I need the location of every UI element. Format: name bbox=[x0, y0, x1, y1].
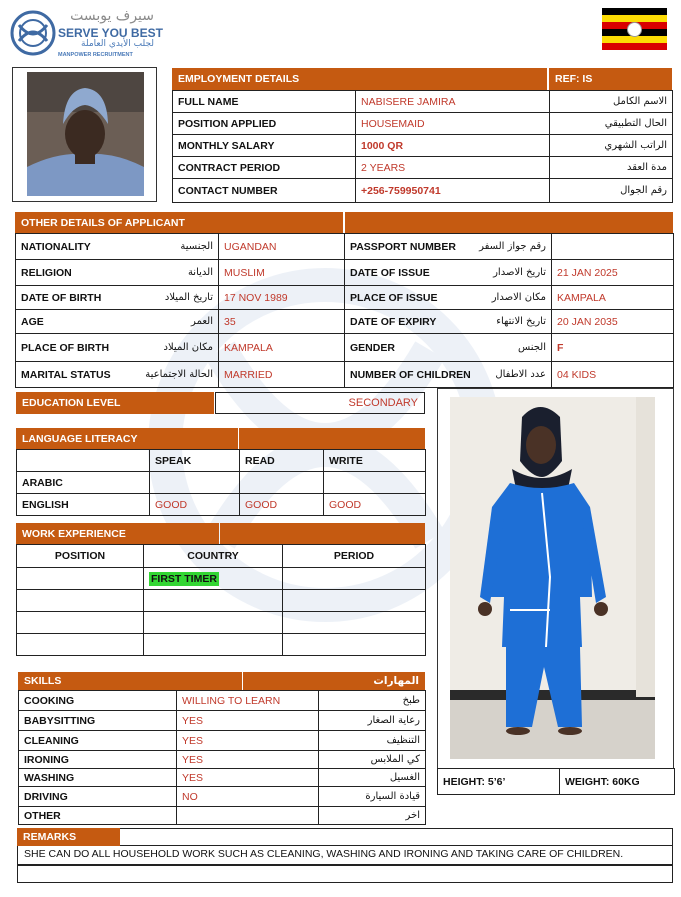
driving-ar: قيادة السيارة bbox=[319, 787, 426, 807]
babysitting-label: BABYSITTING bbox=[19, 711, 177, 731]
gender-label: GENDER bbox=[345, 334, 454, 362]
table-row bbox=[19, 769, 426, 787]
english-speak: GOOD bbox=[150, 494, 240, 516]
table-row bbox=[16, 334, 674, 362]
language-header bbox=[16, 428, 238, 449]
country-col-header: COUNTRY bbox=[144, 545, 283, 568]
uganda-flag bbox=[602, 8, 667, 50]
logo-emblem-icon bbox=[10, 10, 56, 56]
work-title: WORK EXPERIENCE bbox=[22, 527, 126, 540]
cooking-ar: طبخ bbox=[319, 691, 426, 711]
work-period bbox=[283, 612, 426, 634]
remarks-text: SHE CAN DO ALL HOUSEHOLD WORK SUCH AS CLEANING, WASHING AND IRONING AND TAKING CARE OF CHILDREN. bbox=[17, 846, 673, 865]
speak-header: SPEAK bbox=[150, 450, 240, 472]
logo-sub: MANPOWER RECRUITMENT bbox=[58, 52, 133, 58]
arabic-speak bbox=[150, 472, 240, 494]
language-table bbox=[16, 449, 426, 516]
write-header: WRITE bbox=[324, 450, 426, 472]
contract-value: 2 YEARS bbox=[356, 157, 550, 179]
work-position bbox=[17, 590, 144, 612]
religion-label: RELIGION bbox=[16, 260, 116, 286]
children-value: 04 KIDS bbox=[552, 362, 674, 388]
employment-header bbox=[172, 68, 547, 90]
nationality-label: NATIONALITY bbox=[16, 234, 116, 260]
marital-label: MARITAL STATUS bbox=[16, 362, 116, 388]
dob-ar: تاريخ الميلاد bbox=[116, 286, 219, 310]
applicant-full-body-photo bbox=[450, 397, 655, 759]
work-header bbox=[16, 523, 219, 544]
washing-label: WASHING bbox=[19, 769, 177, 787]
contact-ar: رقم الجوال bbox=[550, 179, 673, 203]
language-header-blank bbox=[17, 450, 150, 472]
table-row bbox=[17, 634, 426, 656]
company-logo bbox=[10, 8, 170, 60]
full-name-value: NABISERE JAMIRA bbox=[356, 91, 550, 113]
washing-ar: الغسيل bbox=[319, 769, 426, 787]
position-ar: الحال التطبيقي bbox=[550, 113, 673, 135]
employment-table bbox=[172, 90, 673, 203]
table-row bbox=[16, 234, 674, 260]
issue-date-value: 21 JAN 2025 bbox=[552, 260, 674, 286]
age-ar: العمر bbox=[116, 310, 219, 334]
arabic-write bbox=[324, 472, 426, 494]
ref-header bbox=[549, 68, 672, 90]
ironing-label: IRONING bbox=[19, 751, 177, 769]
ironing-value: YES bbox=[177, 751, 319, 769]
work-table bbox=[16, 544, 426, 656]
table-row bbox=[19, 807, 426, 825]
place-of-issue-ar: مكان الاصدار bbox=[454, 286, 552, 310]
other-skill-ar: اخر bbox=[319, 807, 426, 825]
education-value: SECONDARY bbox=[215, 392, 425, 414]
contact-label: CONTACT NUMBER bbox=[173, 179, 356, 203]
work-country bbox=[144, 568, 283, 590]
skills-title: SKILLS bbox=[24, 675, 62, 687]
period-col-header: PERIOD bbox=[283, 545, 426, 568]
applicant-portrait-photo bbox=[27, 72, 144, 196]
table-row bbox=[17, 450, 426, 472]
contract-ar: مدة العقد bbox=[550, 157, 673, 179]
table-row bbox=[16, 310, 674, 334]
table-row bbox=[19, 787, 426, 807]
language-header-right bbox=[239, 428, 425, 449]
babysitting-value: YES bbox=[177, 711, 319, 731]
cleaning-value: YES bbox=[177, 731, 319, 751]
age-label: AGE bbox=[16, 310, 116, 334]
expiry-value: 20 JAN 2035 bbox=[552, 310, 674, 334]
table-row bbox=[17, 612, 426, 634]
place-of-birth-ar: مكان الميلاد bbox=[116, 334, 219, 362]
flag-stripe bbox=[602, 8, 667, 15]
flag-crane-icon bbox=[627, 22, 642, 37]
skills-header-ar bbox=[243, 672, 425, 690]
measurements-table bbox=[437, 768, 675, 795]
work-period bbox=[283, 634, 426, 656]
logo-arabic-sub: لجلب الأيدي العاملة bbox=[81, 39, 154, 49]
driving-label: DRIVING bbox=[19, 787, 177, 807]
table-row bbox=[17, 590, 426, 612]
driving-value: NO bbox=[177, 787, 319, 807]
weight-value: WEIGHT: 60KG bbox=[560, 769, 675, 795]
table-row bbox=[17, 568, 426, 590]
place-of-issue-label: PLACE OF ISSUE bbox=[345, 286, 454, 310]
washing-value: YES bbox=[177, 769, 319, 787]
skills-title-ar: المهارات bbox=[373, 675, 419, 687]
religion-ar: الديانة bbox=[116, 260, 219, 286]
height-value: HEIGHT: 5’6’ bbox=[438, 769, 560, 795]
issue-date-ar: تاريخ الاصدار bbox=[454, 260, 552, 286]
table-row bbox=[173, 91, 673, 113]
table-row bbox=[16, 362, 674, 388]
work-position bbox=[17, 612, 144, 634]
contract-label: CONTRACT PERIOD bbox=[173, 157, 356, 179]
work-country bbox=[144, 612, 283, 634]
english-write: GOOD bbox=[324, 494, 426, 516]
position-value: HOUSEMAID bbox=[356, 113, 550, 135]
flag-stripe bbox=[602, 43, 667, 50]
other-details-table bbox=[15, 233, 674, 388]
table-row bbox=[17, 545, 426, 568]
full-name-label: FULL NAME bbox=[173, 91, 356, 113]
skills-header bbox=[18, 672, 242, 690]
cooking-label: COOKING bbox=[19, 691, 177, 711]
children-label: NUMBER OF CHILDREN bbox=[345, 362, 454, 388]
other-details-header-right bbox=[345, 212, 673, 233]
flag-stripe bbox=[602, 15, 667, 22]
salary-ar: الراتب الشهري bbox=[550, 135, 673, 157]
table-row bbox=[438, 769, 675, 795]
babysitting-ar: رعاية الصغار bbox=[319, 711, 426, 731]
full-name-ar: الاسم الكامل bbox=[550, 91, 673, 113]
work-position bbox=[17, 568, 144, 590]
remarks-title: REMARKS bbox=[23, 831, 77, 843]
marital-ar: الحالة الاجتماعية bbox=[116, 362, 219, 388]
passport-value bbox=[552, 234, 674, 260]
logo-english-name: SERVE YOU BEST bbox=[58, 26, 163, 40]
remarks-header bbox=[17, 828, 120, 846]
education-label-text: EDUCATION LEVEL bbox=[22, 397, 121, 409]
cleaning-ar: التنظيف bbox=[319, 731, 426, 751]
position-label: POSITION APPLIED bbox=[173, 113, 356, 135]
place-of-birth-value: KAMPALA bbox=[219, 334, 345, 362]
english-read: GOOD bbox=[240, 494, 324, 516]
marital-value: MARRIED bbox=[219, 362, 345, 388]
table-row bbox=[19, 731, 426, 751]
children-ar: عدد الاطفال bbox=[454, 362, 552, 388]
education-label bbox=[16, 392, 214, 414]
nationality-value: UGANDAN bbox=[219, 234, 345, 260]
work-period bbox=[283, 590, 426, 612]
dob-value: 17 NOV 1989 bbox=[219, 286, 345, 310]
position-col-header: POSITION bbox=[17, 545, 144, 568]
salary-value: 1000 QR bbox=[356, 135, 550, 157]
ref-label: REF: IS bbox=[555, 73, 593, 85]
gender-value: F bbox=[552, 334, 674, 362]
work-position bbox=[17, 634, 144, 656]
arabic-label: ARABIC bbox=[17, 472, 150, 494]
skills-table bbox=[18, 690, 426, 825]
table-row bbox=[173, 179, 673, 203]
issue-date-label: DATE OF ISSUE bbox=[345, 260, 454, 286]
expiry-label: DATE OF EXPIRY bbox=[345, 310, 454, 334]
table-row bbox=[19, 691, 426, 711]
table-row bbox=[16, 260, 674, 286]
place-of-issue-value: KAMPALA bbox=[552, 286, 674, 310]
read-header: READ bbox=[240, 450, 324, 472]
nationality-ar: الجنسية bbox=[116, 234, 219, 260]
other-skill-label: OTHER bbox=[19, 807, 177, 825]
logo-arabic-name: سيرف يوبست bbox=[70, 8, 154, 24]
table-row bbox=[173, 113, 673, 135]
ironing-ar: كي الملابس bbox=[319, 751, 426, 769]
other-skill-value bbox=[177, 807, 319, 825]
table-row bbox=[173, 157, 673, 179]
passport-label: PASSPORT NUMBER bbox=[345, 234, 454, 260]
salary-label: MONTHLY SALARY bbox=[173, 135, 356, 157]
arabic-read bbox=[240, 472, 324, 494]
table-row bbox=[173, 135, 673, 157]
other-details-header bbox=[15, 212, 343, 233]
remarks-empty-row bbox=[17, 865, 673, 883]
language-title: LANGUAGE LITERACY bbox=[22, 432, 138, 445]
english-label: ENGLISH bbox=[17, 494, 150, 516]
work-header-right bbox=[220, 523, 425, 544]
cooking-value: WILLING TO LEARN bbox=[177, 691, 319, 711]
place-of-birth-label: PLACE OF BIRTH bbox=[16, 334, 116, 362]
table-row bbox=[17, 472, 426, 494]
table-row bbox=[19, 751, 426, 769]
religion-value: MUSLIM bbox=[219, 260, 345, 286]
employment-title: EMPLOYMENT DETAILS bbox=[178, 73, 300, 85]
cleaning-label: CLEANING bbox=[19, 731, 177, 751]
gender-ar: الجنس bbox=[454, 334, 552, 362]
table-row bbox=[17, 494, 426, 516]
table-row bbox=[19, 711, 426, 731]
work-period bbox=[283, 568, 426, 590]
contact-value: +256-759950741 bbox=[356, 179, 550, 203]
age-value: 35 bbox=[219, 310, 345, 334]
table-row bbox=[16, 286, 674, 310]
dob-label: DATE OF BIRTH bbox=[16, 286, 116, 310]
passport-ar: رقم جواز السفر bbox=[454, 234, 552, 260]
flag-stripe bbox=[602, 36, 667, 43]
expiry-ar: تاريخ الانتهاء bbox=[454, 310, 552, 334]
work-country bbox=[144, 634, 283, 656]
first-timer-highlight: FIRST TIMER bbox=[151, 572, 217, 585]
work-country bbox=[144, 590, 283, 612]
remarks-header-line bbox=[120, 828, 673, 846]
other-details-title: OTHER DETAILS OF APPLICANT bbox=[21, 216, 185, 229]
